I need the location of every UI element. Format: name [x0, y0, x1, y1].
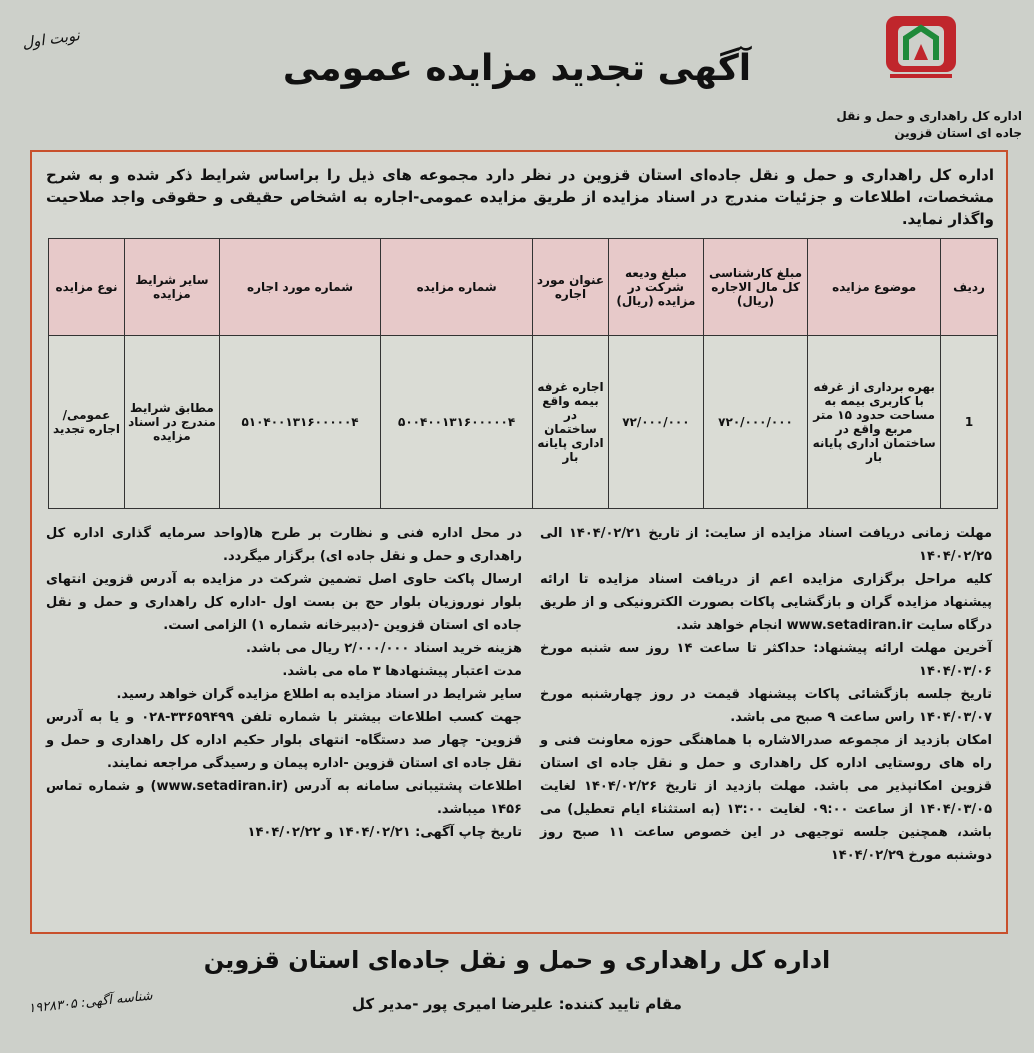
table-header: مبلغ کارشناسی کل مال الاجاره (ریال)	[703, 239, 807, 336]
condition-paragraph: در محل اداره فنی و نظارت بر طرح ها(واحد سرمایه گذاری اداره کل راهداری و حمل و نقل جاده ای) برگزار میگردد.	[46, 526, 522, 564]
table-row	[49, 336, 998, 509]
table-cell: بهره برداری از غرفه با کاربری بیمه به مساحت حدود ۱۵ متر مربع واقع در ساختمان اداری پایانه بار	[808, 336, 941, 509]
table-header: نوع مزایده	[49, 239, 125, 336]
condition-paragraph: کلیه مراحل برگزاری مزایده اعم از دریافت اسناد مزایده تا ارائه پیشنهاد مزایده گران و بازگشایی پاکات بصورت الکترونیکی و از طریق درگاه سایت www.setadiran.ir انجام خواهد شد.	[540, 572, 992, 633]
table-header: شماره مزایده	[381, 239, 533, 336]
condition-paragraph: جهت کسب اطلاعات بیشتر با شماره تلفن ۳۳۶۵۹۴۹۹-۰۲۸ و یا به آدرس قزوین- چهار صد دستگاه- انتهای بلوار حکیم اداره کل راهداری و حمل و نقل جاده ای استان قزوین -اداره پیمان و رسیدگی مراجعه نمایند.	[46, 710, 522, 771]
table-cell: ۷۲۰/۰۰۰/۰۰۰	[703, 336, 807, 509]
table-cell: عمومی/ اجاره تجدید	[49, 336, 125, 509]
table-header: ردیف	[941, 239, 998, 336]
condition-paragraph: مهلت زمانی دریافت اسناد مزایده از سایت: از تاریخ ۱۴۰۴/۰۲/۲۱ الی ۱۴۰۴/۰۲/۲۵	[540, 526, 993, 564]
org-name-small: اداره کل راهداری و حمل و نقل جاده ای استان قزوین	[836, 109, 1022, 140]
table-header: موضوع مزایده	[808, 239, 941, 336]
conditions-left-column	[46, 522, 522, 844]
condition-paragraph: ارسال پاکت حاوی اصل تضمین شرکت در مزایده به آدرس قزوین انتهای بلوار نوروزیان بلوار حج بن بست اول -اداره کل راهداری و حمل و نقل جاده ای استان قزوین -(دبیرخانه شماره ۱) الزامی است.	[46, 572, 522, 633]
table-cell: ۷۲/۰۰۰/۰۰۰	[608, 336, 703, 509]
table-header: سایر شرایط مزایده	[124, 239, 219, 336]
condition-paragraph: اطلاعات پشتیبانی سامانه به آدرس (www.setadiran.ir) و شماره تماس ۱۴۵۶ میباشد.	[46, 779, 522, 817]
auction-table	[48, 238, 998, 509]
table-cell: ۵۰۰۴۰۰۱۳۱۶۰۰۰۰۰۴	[381, 336, 533, 509]
condition-paragraph: امکان بازدید از مجموعه صدرالاشاره با هماهنگی حوزه معاونت فنی و راه های روستایی اداره کل راهداری و حمل و نقل جاده ای استان قزوین امکانپذیر می باشد. مهلت بازدید از تاریخ ۱۴۰۴/۰۲/۲۶ لغایت ۱۴۰۴/۰۳/۰۵ از ساعت ۰۹:۰۰ لغایت ۱۳:۰۰ (به استثناء ایام تعطیل) می باشد، همچنین جلسه توجیهی در این خصوص ساعت ۱۱ صبح روز دوشنبه مورخ ۱۴۰۴/۰۲/۲۹	[540, 733, 993, 863]
condition-paragraph: هزینه خرید اسناد ۲/۰۰۰/۰۰۰ ریال می باشد.	[245, 641, 522, 656]
round-label: نوبت اول	[21, 26, 81, 52]
approver-signature-line: مقام تایید کننده: علیرضا امیری پور -مدیر کل	[352, 995, 682, 1013]
table-cell: ۵۱۰۴۰۰۱۳۱۶۰۰۰۰۰۴	[219, 336, 380, 509]
table-header: شماره مورد اجاره	[219, 239, 380, 336]
table-cell: اجاره غرفه بیمه واقع در ساختمان اداری پایانه بار	[533, 336, 609, 509]
condition-paragraph: تاریخ چاپ آگهی: ۱۴۰۴/۰۲/۲۱ و ۱۴۰۴/۰۲/۲۲	[247, 825, 522, 840]
ad-title: آگهی تجدید مزایده عمومی	[282, 48, 752, 89]
condition-paragraph: مدت اعتبار پیشنهادها ۳ ماه می باشد.	[282, 664, 522, 679]
table-header: مبلغ ودیعه شرکت در مزایده (ریال)	[608, 239, 703, 336]
table-cell: مطابق شرایط مندرج در اسناد مزایده	[124, 336, 219, 509]
condition-paragraph: آخرین مهلت ارائه پیشنهاد: حداکثر تا ساعت ۱۴ روز سه شنبه مورخ ۱۴۰۴/۰۳/۰۶	[540, 641, 993, 679]
table-cell: 1	[941, 336, 998, 509]
condition-paragraph: سایر شرایط در اسناد مزایده به اطلاع مزایده گران خواهد رسید.	[116, 687, 522, 702]
ad-number: شناسه آگهی: ۱۹۲۸۳۰۵	[27, 988, 154, 1017]
conditions-right-column	[540, 522, 992, 867]
table-header: عنوان مورد اجاره	[533, 239, 609, 336]
footer-org-title: اداره کل راهداری و حمل و نقل جاده‌ای استان قزوین	[203, 946, 831, 974]
condition-paragraph: تاریخ جلسه بازگشائی پاکات پیشنهاد قیمت در روز چهارشنبه مورخ ۱۴۰۴/۰۳/۰۷ راس ساعت ۹ صبح می باشد.	[540, 687, 992, 725]
table-header-row	[49, 239, 998, 336]
intro-text: اداره کل راهداری و حمل و نقل جاده‌ای استان قزوین در نظر دارد مجموعه های ذیل را براساس شرایط ذکر شده و به شرح مشخصات، اطلاعات و جزئیات مندرج در اسناد مزایده از طریق مزایده عمومی-اجاره به اشخاص حقیقی و حقوقی واجد صلاحیت واگذار نماید.	[46, 166, 994, 228]
ad-body-box	[30, 150, 1008, 934]
